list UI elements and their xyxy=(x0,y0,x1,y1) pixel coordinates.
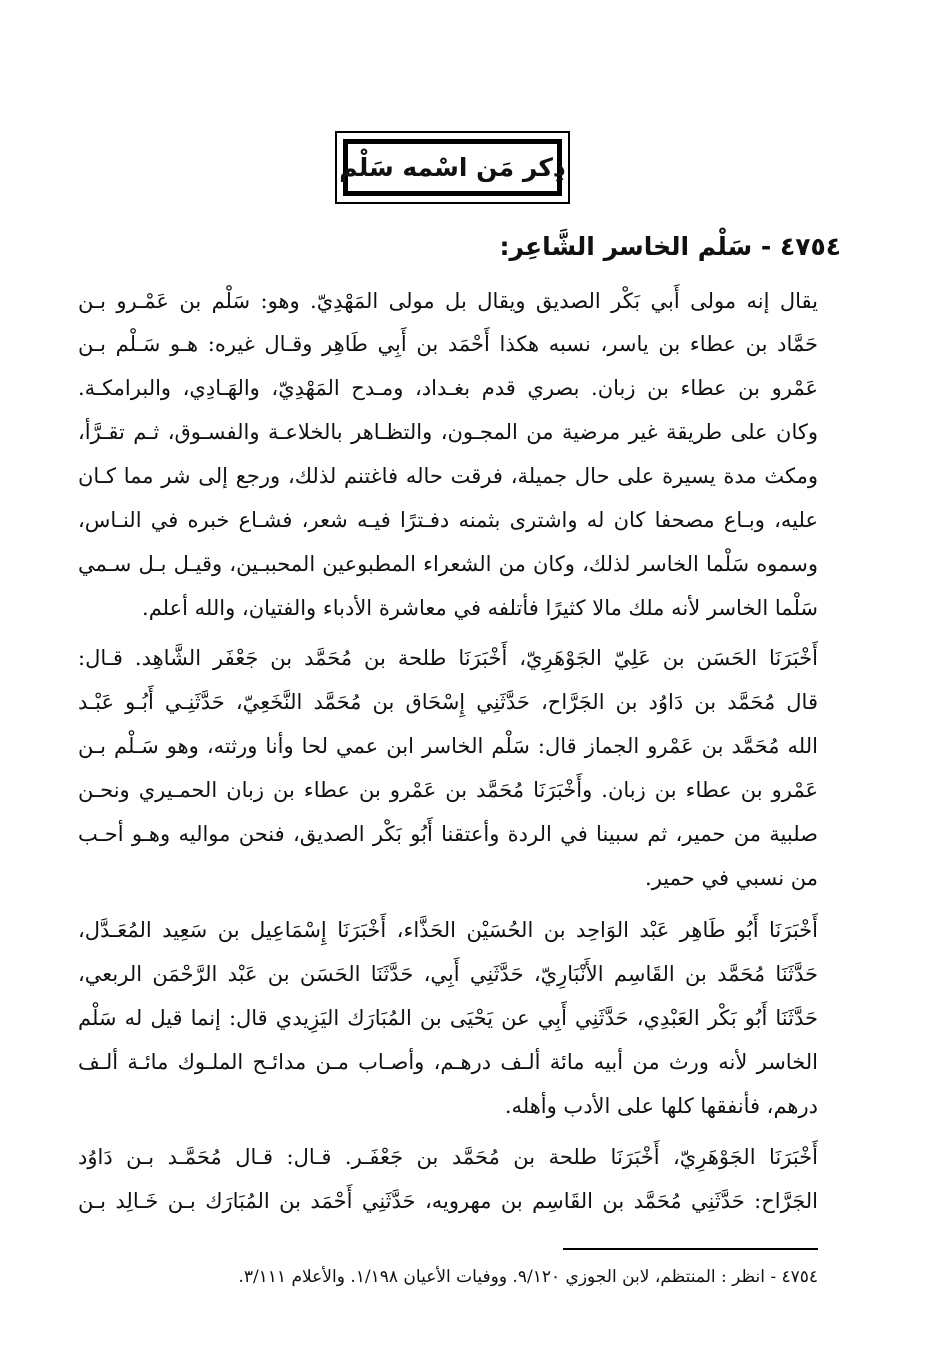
text-line: حَدَّثَنَا مُحَمَّد بن القَاسِم الأَنْبَارِيّ، حَدَّثَنِي أَبِي، حَدَّثَنَا الحَسَن بن عَبْد الرَّحْمَن الربعي، xyxy=(78,962,818,986)
text-line: عَمْرو بن عطاء بن زبان. وأَخْبَرَنَا مُحَمَّد بن عَمْرو بن عطاء بن زبان الحمـيري ونحـن xyxy=(78,778,818,802)
text-line: سَلْما الخاسر لأنه ملك مالا كثيرًا فأتلفه في معاشرة الأدباء والفتيان، والله أعلم. xyxy=(142,596,818,620)
text-line: من نسبي في حمير. xyxy=(645,866,818,890)
footnote: ٤٧٥٤ - انظر : المنتظم، لابن الجوزي ٩/١٢٠. ووفيات الأعيان ١/١٩٨. والأعلام ٣/١١١. xyxy=(238,1267,818,1287)
section-title-box xyxy=(335,131,570,204)
text-line: الجَرَّاح: حَدَّثَنِي مُحَمَّد بن القَاسِم بن مهرويه، حَدَّثَنِي أَحْمَد بن المُبَارَك بـن خَـالِد بـن xyxy=(78,1189,818,1213)
text-line: صلبية من حمير، ثم سبينا في الردة وأعتقنا أَبُو بَكْر الصديق، فنحن مواليه وهـو أحـب xyxy=(78,822,818,846)
text-line: حَدَّثَنَا أَبُو بَكْر العَبْدِي، حَدَّثَنِي أَبِي عن يَحْيَى بن المُبَارَك اليَزِيدي قال: إنما قيل له سَلْم xyxy=(78,1006,818,1030)
text-line: وسموه سَلْما الخاسر لذلك، وكان من الشعراء المطبوعين المحببـين، وقيـل بـل سـمي xyxy=(78,552,818,576)
footnote-divider xyxy=(563,1248,818,1250)
text-line: أَخْبَرَنَا أَبُو طَاهِر عَبْد الوَاحِد بن الحُسَيْن الحَذَّاء، أَخْبَرَنَا إِسْمَاعِيل بن سَعِيد المُعَـدَّل، xyxy=(78,918,818,942)
text-line: درهم، فأنفقها كلها على الأدب وأهله. xyxy=(504,1094,818,1118)
text-line: وكان على طريقة غير مرضية من المجـون، والتظـاهر بالخلاعـة والفسـوق، ثـم تقـرَّأ، xyxy=(78,420,818,444)
entry-heading: ٤٧٥٤ - سَلْم الخاسر الشَّاعِر: xyxy=(499,232,841,261)
section-title-frame xyxy=(339,139,566,196)
text-line: قال مُحَمَّد بن دَاوُد بن الجَرَّاح، حَدَّثَنِي إِسْحَاق بن مُحَمَّد النَّخَعِيّ، حَدَّثَنِـي أَبُـو عَبْـد xyxy=(78,690,818,714)
text-line: الله مُحَمَّد بن عَمْرو الجماز قال: سَلْم الخاسر ابن عمي لحا وأنا ورثته، وهو سَـلْم بـن xyxy=(78,734,818,758)
section-title: ذِكر مَن اسْمه سَلْم xyxy=(339,153,566,182)
text-line: أَخْبَرَنَا الجَوْهَرِيّ، أَخْبَرَنَا طلحة بن مُحَمَّد بن جَعْفَـر. قـال: قـال مُحَمَّـد بـن دَاوُد xyxy=(78,1145,818,1169)
text-line: عليه، وبـاع مصحفا كان له واشترى بثمنه دفـترًا فيـه شعر، فشـاع خبره في النـاس، xyxy=(78,508,818,532)
text-line: ومكث مدة يسيرة على حال جميلة، فرقت حاله فاغتنم لذلك، ورجع إلى شر مما كـان xyxy=(78,464,818,488)
text-line: عَمْرو بن عطاء بن زبان. بصري قدم بغـداد، ومـدح المَهْدِيّ، والهَـادِي، والبرامكـة. xyxy=(78,376,818,400)
text-line: حَمَّاد بن عطاء بن ياسر، نسبه هكذا أَحْمَد بن أَبِي طَاهِر وقـال غيره: هـو سَـلْم بـن xyxy=(78,332,818,356)
text-line: الخاسر لأنه ورث من أبيه مائة ألـف درهـم، وأصـاب مـن مدائـح الملـوك مائـة ألـف xyxy=(78,1050,818,1074)
text-line: أَخْبَرَنَا الحَسَن بن عَلِيّ الجَوْهَرِيّ، أَخْبَرَنَا طلحة بن مُحَمَّد بن جَعْفَر الشَّاهِد. قـال: xyxy=(78,646,818,670)
text-line: يقال إنه مولى أَبي بَكْر الصديق ويقال بل مولى المَهْدِيّ. وهو: سَلْم بن عَمْـرو بـن xyxy=(78,289,818,313)
